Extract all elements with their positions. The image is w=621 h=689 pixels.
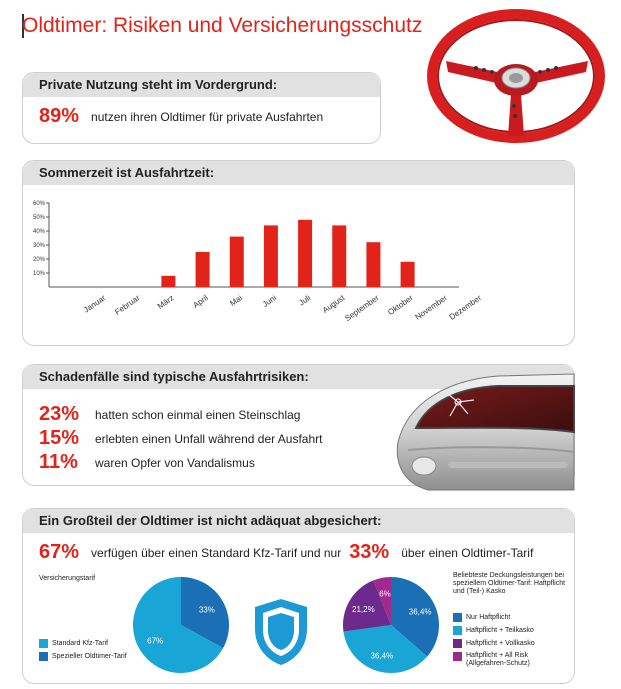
legend-label: Spezieller Oldtimer-Tarif — [52, 653, 127, 660]
damage-percent-3: 11% — [39, 451, 78, 473]
bar-mai — [230, 237, 244, 287]
oldtimer-tariff-percent: 33% — [349, 541, 390, 563]
coverage-text-2: über einen Oldtimer-Tarif — [401, 545, 534, 560]
bar-juli — [298, 220, 312, 287]
y-tick-label: 20% — [32, 257, 45, 263]
bar-april — [196, 252, 210, 287]
pie-slice-label: 33% — [198, 605, 215, 615]
pie2-legend-item-2 — [453, 626, 534, 635]
page-title: Oldtimer: Risiken und Versicherungsschutz — [22, 14, 423, 37]
y-tick-label: 30% — [32, 243, 45, 249]
pie-slice-label: 6% — [379, 589, 391, 599]
summer-heading: Sommerzeit ist Ausfahrtzeit: — [23, 161, 574, 185]
pie-slice-label: 67% — [147, 636, 164, 646]
pie2-legend-item-1 — [453, 613, 510, 622]
pie-slice-label: 36,4% — [370, 651, 394, 661]
pie1-title: Versicherungstarif — [39, 575, 96, 582]
x-tick-label: Juni — [260, 293, 279, 310]
legend-label: Haftpflicht + Vollkasko — [466, 640, 535, 647]
legend-swatch — [453, 613, 462, 622]
damage-percent-2: 15% — [39, 427, 80, 449]
steering-wheel-image — [422, 6, 608, 144]
y-tick-label: 50% — [32, 215, 45, 221]
coverage-card — [22, 508, 575, 684]
private-use-heading: Private Nutzung steht im Vordergrund: — [23, 73, 380, 97]
standard-tariff-percent: 67% — [39, 541, 80, 563]
y-tick-label: 40% — [32, 229, 45, 235]
x-tick-label: Mai — [228, 293, 244, 309]
damage-text-1: hatten schon einmal einen Steinschlag — [95, 407, 301, 422]
bar-märz — [161, 276, 175, 287]
legend-swatch — [453, 652, 462, 661]
private-use-card — [22, 72, 381, 144]
legend-label: Standard Kfz-Tarif — [52, 640, 109, 647]
y-tick-label: 60% — [32, 201, 45, 207]
bar-oktober — [401, 262, 415, 287]
pie2-legend-item-3 — [453, 639, 535, 648]
damage-heading: Schadenfälle sind typische Ausfahrtrisiken: — [23, 365, 574, 389]
x-tick-label: März — [155, 293, 176, 311]
bar-chart — [23, 185, 574, 345]
x-tick-label: Februar — [113, 293, 142, 317]
damage-text-2: erlebten einen Unfall während der Ausfahrt — [95, 431, 323, 446]
legend-label: Nur Haftpflicht — [466, 614, 511, 621]
x-tick-label: Dezember — [447, 293, 484, 322]
private-use-percent: 89% — [39, 105, 80, 127]
y-tick-label: 10% — [32, 271, 45, 277]
pie2-title: Beliebteste Deckungsleistungen bei speziellem Oldtimer-Tarif: Haftpflicht und (Teil-) Kasko — [453, 572, 566, 595]
x-tick-label: August — [320, 293, 347, 315]
shield-icon — [255, 599, 307, 665]
bar-juni — [264, 225, 278, 287]
legend-swatch — [453, 626, 462, 635]
coverage-heading: Ein Großteil der Oldtimer ist nicht adäquat abgesichert: — [23, 509, 574, 533]
x-tick-label: November — [413, 293, 449, 322]
bar-august — [332, 225, 346, 287]
x-tick-label: Oktober — [386, 293, 415, 317]
pie-slice-label: 21,2% — [352, 604, 375, 614]
x-tick-label: Januar — [82, 293, 108, 315]
pie-slice-label: 36,4% — [408, 607, 432, 617]
damage-percent-1: 23% — [39, 403, 80, 425]
legend-label: Haftpflicht + Teilkasko — [466, 627, 534, 634]
private-use-text: nutzen ihren Oldtimer für private Ausfahrten — [91, 109, 324, 124]
bar-september — [366, 242, 380, 287]
x-tick-label: April — [191, 293, 210, 310]
coverage-text-1: verfügen über einen Standard Kfz-Tarif und nur — [91, 545, 342, 560]
x-tick-label: Juli — [297, 293, 313, 308]
pie2-legend-item-4 — [453, 652, 566, 668]
summer-card — [22, 160, 575, 346]
legend-swatch — [453, 639, 462, 648]
classic-car-image — [388, 362, 578, 492]
legend-label: Haftpflicht + All Risk (Allgefahren-Schutz) — [466, 652, 530, 667]
damage-text-3: waren Opfer von Vandalismus — [95, 455, 255, 470]
x-tick-label: September — [343, 293, 381, 324]
